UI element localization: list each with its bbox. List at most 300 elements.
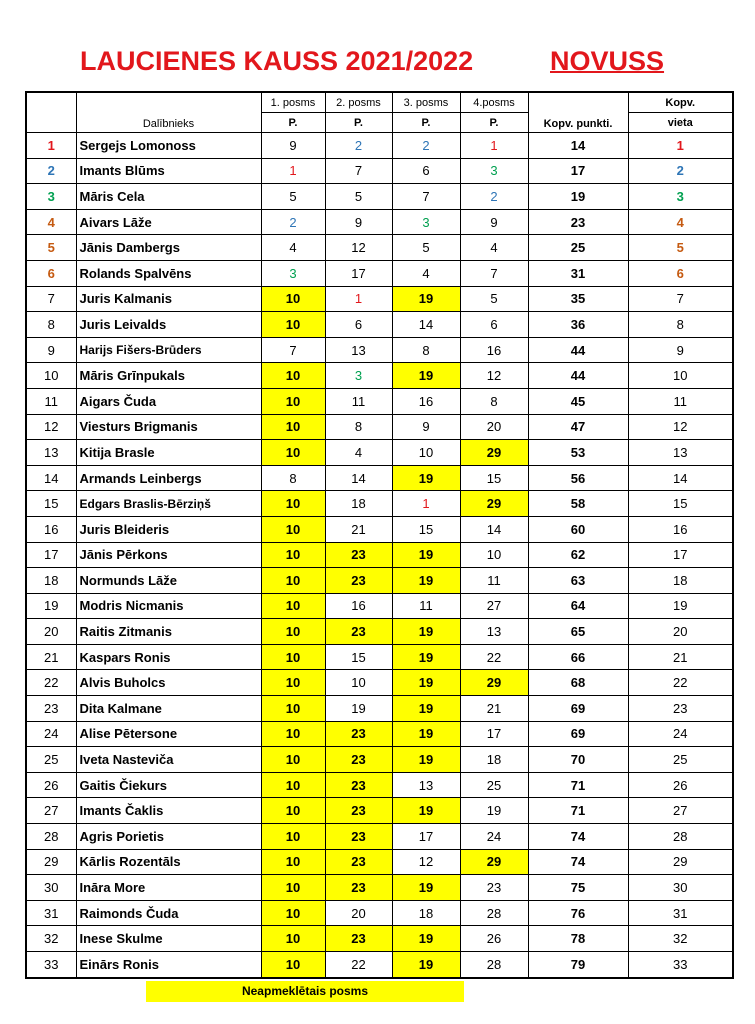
stage-2-points: 18 <box>325 491 392 517</box>
stage-1-points: 10 <box>261 670 325 696</box>
stage-2-points: 3 <box>325 363 392 389</box>
row-number: 26 <box>26 772 76 798</box>
participant-name: Aivars Lāže <box>76 209 261 235</box>
row-number: 10 <box>26 363 76 389</box>
stage-3-points: 19 <box>392 542 460 568</box>
stage-3-points: 8 <box>392 337 460 363</box>
total-points: 45 <box>528 388 628 414</box>
header-place-line1: Kopv. <box>628 92 733 113</box>
stage-1-points: 2 <box>261 209 325 235</box>
table-row <box>26 568 733 594</box>
participant-name: Dita Kalmane <box>76 696 261 722</box>
header-total: Kopv. punkti. <box>528 92 628 133</box>
table-row <box>26 440 733 466</box>
table-row <box>26 798 733 824</box>
row-number: 19 <box>26 593 76 619</box>
table-row <box>26 747 733 773</box>
row-number: 5 <box>26 235 76 261</box>
stage-2-points: 7 <box>325 158 392 184</box>
stage-1-points: 10 <box>261 516 325 542</box>
stage-4-points: 1 <box>460 133 528 159</box>
overall-place: 17 <box>628 542 733 568</box>
stage-2-points: 17 <box>325 260 392 286</box>
row-number: 6 <box>26 260 76 286</box>
total-points: 23 <box>528 209 628 235</box>
table-row <box>26 363 733 389</box>
stage-2-points: 23 <box>325 824 392 850</box>
stage-1-points: 10 <box>261 593 325 619</box>
row-number: 12 <box>26 414 76 440</box>
row-number: 31 <box>26 900 76 926</box>
stage-3-points: 19 <box>392 721 460 747</box>
stage-1-points: 10 <box>261 440 325 466</box>
stage-2-points: 23 <box>325 568 392 594</box>
overall-place: 20 <box>628 619 733 645</box>
table-row <box>26 619 733 645</box>
legend-missed-stage: Neapmeklētais posms <box>146 981 464 1002</box>
stage-3-points: 19 <box>392 747 460 773</box>
stage-2-points: 11 <box>325 388 392 414</box>
participant-name: Imants Čaklis <box>76 798 261 824</box>
stage-4-points: 27 <box>460 593 528 619</box>
table-row <box>26 414 733 440</box>
total-points: 65 <box>528 619 628 645</box>
overall-place: 27 <box>628 798 733 824</box>
table-row <box>26 952 733 978</box>
stage-2-points: 14 <box>325 465 392 491</box>
stage-4-points: 19 <box>460 798 528 824</box>
stage-4-points: 28 <box>460 952 528 978</box>
stage-1-points: 10 <box>261 542 325 568</box>
stage-4-points: 8 <box>460 388 528 414</box>
overall-place: 16 <box>628 516 733 542</box>
header-stage-3-sub: P. <box>392 113 460 133</box>
stage-1-points: 10 <box>261 721 325 747</box>
overall-place: 30 <box>628 875 733 901</box>
stage-2-points: 23 <box>325 619 392 645</box>
header-row-1 <box>26 92 733 113</box>
participant-name: Juris Leivalds <box>76 312 261 338</box>
overall-place: 9 <box>628 337 733 363</box>
table-row <box>26 926 733 952</box>
overall-place: 26 <box>628 772 733 798</box>
stage-3-points: 1 <box>392 491 460 517</box>
stage-4-points: 11 <box>460 568 528 594</box>
stage-2-points: 12 <box>325 235 392 261</box>
overall-place: 22 <box>628 670 733 696</box>
stage-1-points: 10 <box>261 747 325 773</box>
stage-4-points: 14 <box>460 516 528 542</box>
stage-3-points: 19 <box>392 363 460 389</box>
stage-3-points: 18 <box>392 900 460 926</box>
total-points: 44 <box>528 363 628 389</box>
stage-2-points: 16 <box>325 593 392 619</box>
stage-4-points: 9 <box>460 209 528 235</box>
stage-4-points: 25 <box>460 772 528 798</box>
stage-3-points: 19 <box>392 286 460 312</box>
row-number: 25 <box>26 747 76 773</box>
stage-4-points: 24 <box>460 824 528 850</box>
overall-place: 8 <box>628 312 733 338</box>
table-row <box>26 184 733 210</box>
participant-name: Aigars Čuda <box>76 388 261 414</box>
row-number: 18 <box>26 568 76 594</box>
row-number: 4 <box>26 209 76 235</box>
stage-1-points: 10 <box>261 568 325 594</box>
total-points: 78 <box>528 926 628 952</box>
stage-1-points: 4 <box>261 235 325 261</box>
table-row <box>26 312 733 338</box>
stage-2-points: 21 <box>325 516 392 542</box>
participant-name: Agris Porietis <box>76 824 261 850</box>
total-points: 64 <box>528 593 628 619</box>
table-row <box>26 337 733 363</box>
total-points: 62 <box>528 542 628 568</box>
stage-1-points: 1 <box>261 158 325 184</box>
participant-name: Gaitis Čiekurs <box>76 772 261 798</box>
table-row <box>26 824 733 850</box>
participant-name: Modris Nicmanis <box>76 593 261 619</box>
row-number: 9 <box>26 337 76 363</box>
stage-2-points: 20 <box>325 900 392 926</box>
row-number: 2 <box>26 158 76 184</box>
row-number: 8 <box>26 312 76 338</box>
participant-name: Harijs Fišers-Brūders <box>76 337 261 363</box>
row-number: 29 <box>26 849 76 875</box>
participant-name: Raimonds Čuda <box>76 900 261 926</box>
total-points: 71 <box>528 772 628 798</box>
stage-3-points: 11 <box>392 593 460 619</box>
stage-4-points: 29 <box>460 440 528 466</box>
participant-name: Imants Blūms <box>76 158 261 184</box>
stage-4-points: 4 <box>460 235 528 261</box>
stage-3-points: 15 <box>392 516 460 542</box>
stage-3-points: 19 <box>392 875 460 901</box>
header-number-cell <box>26 92 76 133</box>
participant-name: Juris Kalmanis <box>76 286 261 312</box>
stage-1-points: 10 <box>261 772 325 798</box>
total-points: 36 <box>528 312 628 338</box>
total-points: 56 <box>528 465 628 491</box>
table-row <box>26 388 733 414</box>
overall-place: 2 <box>628 158 733 184</box>
total-points: 69 <box>528 696 628 722</box>
header-stage-3: 3. posms <box>392 92 460 113</box>
stage-1-points: 9 <box>261 133 325 159</box>
stage-1-points: 10 <box>261 696 325 722</box>
stage-1-points: 10 <box>261 312 325 338</box>
stage-1-points: 10 <box>261 644 325 670</box>
stage-3-points: 2 <box>392 133 460 159</box>
stage-4-points: 7 <box>460 260 528 286</box>
table-row <box>26 849 733 875</box>
total-points: 71 <box>528 798 628 824</box>
participant-name: Inese Skulme <box>76 926 261 952</box>
stage-4-points: 20 <box>460 414 528 440</box>
stage-4-points: 29 <box>460 849 528 875</box>
stage-2-points: 23 <box>325 798 392 824</box>
participant-name: Normunds Lāže <box>76 568 261 594</box>
stage-2-points: 23 <box>325 926 392 952</box>
participant-name: Jānis Pērkons <box>76 542 261 568</box>
total-points: 75 <box>528 875 628 901</box>
stage-1-points: 3 <box>261 260 325 286</box>
table-row <box>26 158 733 184</box>
overall-place: 31 <box>628 900 733 926</box>
row-number: 24 <box>26 721 76 747</box>
total-points: 44 <box>528 337 628 363</box>
participant-name: Edgars Braslis-Bērziņš <box>76 491 261 517</box>
overall-place: 28 <box>628 824 733 850</box>
participant-name: Einārs Ronis <box>76 952 261 978</box>
header-stage-1-sub: P. <box>261 113 325 133</box>
page-subtitle: NOVUSS <box>550 46 665 76</box>
total-points: 76 <box>528 900 628 926</box>
overall-place: 19 <box>628 593 733 619</box>
total-points: 70 <box>528 747 628 773</box>
stage-4-points: 12 <box>460 363 528 389</box>
overall-place: 15 <box>628 491 733 517</box>
total-points: 74 <box>528 849 628 875</box>
row-number: 32 <box>26 926 76 952</box>
stage-4-points: 3 <box>460 158 528 184</box>
stage-3-points: 5 <box>392 235 460 261</box>
row-number: 15 <box>26 491 76 517</box>
stage-3-points: 19 <box>392 644 460 670</box>
stage-2-points: 2 <box>325 133 392 159</box>
overall-place: 6 <box>628 260 733 286</box>
row-number: 1 <box>26 133 76 159</box>
stage-1-points: 10 <box>261 388 325 414</box>
header-stage-1: 1. posms <box>261 92 325 113</box>
stage-3-points: 4 <box>392 260 460 286</box>
stage-3-points: 3 <box>392 209 460 235</box>
stage-2-points: 23 <box>325 849 392 875</box>
stage-1-points: 10 <box>261 952 325 978</box>
row-number: 21 <box>26 644 76 670</box>
overall-place: 5 <box>628 235 733 261</box>
header-stage-4-sub: P. <box>460 113 528 133</box>
stage-3-points: 19 <box>392 568 460 594</box>
stage-3-points: 19 <box>392 926 460 952</box>
participant-name: Māris Cela <box>76 184 261 210</box>
stage-2-points: 13 <box>325 337 392 363</box>
stage-3-points: 19 <box>392 798 460 824</box>
stage-1-points: 10 <box>261 900 325 926</box>
stage-4-points: 26 <box>460 926 528 952</box>
participant-name: Rolands Spalvēns <box>76 260 261 286</box>
stage-4-points: 22 <box>460 644 528 670</box>
stage-1-points: 7 <box>261 337 325 363</box>
stage-3-points: 19 <box>392 465 460 491</box>
stage-2-points: 22 <box>325 952 392 978</box>
participant-name: Juris Bleideris <box>76 516 261 542</box>
stage-3-points: 9 <box>392 414 460 440</box>
stage-2-points: 4 <box>325 440 392 466</box>
stage-4-points: 17 <box>460 721 528 747</box>
overall-place: 11 <box>628 388 733 414</box>
stage-2-points: 23 <box>325 721 392 747</box>
overall-place: 3 <box>628 184 733 210</box>
total-points: 60 <box>528 516 628 542</box>
overall-place: 25 <box>628 747 733 773</box>
table-row <box>26 286 733 312</box>
header-stage-2-sub: P. <box>325 113 392 133</box>
row-number: 20 <box>26 619 76 645</box>
overall-place: 18 <box>628 568 733 594</box>
total-points: 66 <box>528 644 628 670</box>
table-row <box>26 542 733 568</box>
participant-name: Kaspars Ronis <box>76 644 261 670</box>
overall-place: 21 <box>628 644 733 670</box>
row-number: 27 <box>26 798 76 824</box>
stage-3-points: 19 <box>392 619 460 645</box>
total-points: 58 <box>528 491 628 517</box>
stage-2-points: 5 <box>325 184 392 210</box>
stage-4-points: 13 <box>460 619 528 645</box>
stage-4-points: 16 <box>460 337 528 363</box>
stage-1-points: 10 <box>261 849 325 875</box>
stage-2-points: 23 <box>325 772 392 798</box>
stage-2-points: 23 <box>325 542 392 568</box>
stage-3-points: 16 <box>392 388 460 414</box>
stage-4-points: 29 <box>460 491 528 517</box>
row-number: 7 <box>26 286 76 312</box>
table-row <box>26 644 733 670</box>
stage-1-points: 10 <box>261 414 325 440</box>
row-number: 16 <box>26 516 76 542</box>
stage-1-points: 10 <box>261 926 325 952</box>
stage-1-points: 10 <box>261 491 325 517</box>
row-number: 22 <box>26 670 76 696</box>
header-place-line2: vieta <box>628 113 733 133</box>
table-row <box>26 670 733 696</box>
total-points: 14 <box>528 133 628 159</box>
total-points: 74 <box>528 824 628 850</box>
participant-name: Alvis Buholcs <box>76 670 261 696</box>
overall-place: 33 <box>628 952 733 978</box>
total-points: 53 <box>528 440 628 466</box>
row-number: 28 <box>26 824 76 850</box>
total-points: 63 <box>528 568 628 594</box>
row-number: 14 <box>26 465 76 491</box>
page-title: LAUCIENES KAUSS 2021/2022 <box>80 46 474 76</box>
row-number: 13 <box>26 440 76 466</box>
participant-name: Ināra More <box>76 875 261 901</box>
overall-place: 7 <box>628 286 733 312</box>
overall-place: 29 <box>628 849 733 875</box>
header-stage-4: 4.posms <box>460 92 528 113</box>
total-points: 69 <box>528 721 628 747</box>
table-row <box>26 491 733 517</box>
stage-3-points: 13 <box>392 772 460 798</box>
overall-place: 12 <box>628 414 733 440</box>
overall-place: 1 <box>628 133 733 159</box>
stage-3-points: 12 <box>392 849 460 875</box>
stage-3-points: 7 <box>392 184 460 210</box>
stage-2-points: 23 <box>325 875 392 901</box>
total-points: 31 <box>528 260 628 286</box>
participant-name: Raitis Zitmanis <box>76 619 261 645</box>
stage-2-points: 10 <box>325 670 392 696</box>
row-number: 11 <box>26 388 76 414</box>
table-row <box>26 721 733 747</box>
overall-place: 14 <box>628 465 733 491</box>
table-row <box>26 235 733 261</box>
stage-3-points: 14 <box>392 312 460 338</box>
table-row <box>26 772 733 798</box>
table-row <box>26 516 733 542</box>
participant-name: Māris Grīnpukals <box>76 363 261 389</box>
stage-4-points: 6 <box>460 312 528 338</box>
total-points: 25 <box>528 235 628 261</box>
header-stage-2: 2. posms <box>325 92 392 113</box>
total-points: 35 <box>528 286 628 312</box>
stage-4-points: 29 <box>460 670 528 696</box>
stage-3-points: 17 <box>392 824 460 850</box>
header-name: Dalībnieks <box>76 92 261 133</box>
stage-4-points: 18 <box>460 747 528 773</box>
stage-2-points: 1 <box>325 286 392 312</box>
total-points: 17 <box>528 158 628 184</box>
overall-place: 13 <box>628 440 733 466</box>
stage-3-points: 6 <box>392 158 460 184</box>
stage-2-points: 23 <box>325 747 392 773</box>
stage-3-points: 19 <box>392 670 460 696</box>
table-row <box>26 875 733 901</box>
stage-4-points: 23 <box>460 875 528 901</box>
overall-place: 32 <box>628 926 733 952</box>
stage-1-points: 10 <box>261 824 325 850</box>
stage-1-points: 5 <box>261 184 325 210</box>
overall-place: 23 <box>628 696 733 722</box>
table-row <box>26 465 733 491</box>
overall-place: 24 <box>628 721 733 747</box>
stage-1-points: 8 <box>261 465 325 491</box>
table-row <box>26 696 733 722</box>
stage-3-points: 19 <box>392 696 460 722</box>
stage-4-points: 5 <box>460 286 528 312</box>
participant-name: Iveta Nasteviča <box>76 747 261 773</box>
stage-2-points: 19 <box>325 696 392 722</box>
table-row <box>26 900 733 926</box>
total-points: 68 <box>528 670 628 696</box>
participant-name: Armands Leinbergs <box>76 465 261 491</box>
table-row <box>26 133 733 159</box>
stage-4-points: 28 <box>460 900 528 926</box>
row-number: 3 <box>26 184 76 210</box>
table-row <box>26 260 733 286</box>
participant-name: Kitija Brasle <box>76 440 261 466</box>
table-row <box>26 593 733 619</box>
stage-2-points: 8 <box>325 414 392 440</box>
stage-2-points: 15 <box>325 644 392 670</box>
total-points: 47 <box>528 414 628 440</box>
standings-table <box>25 91 734 979</box>
row-number: 23 <box>26 696 76 722</box>
stage-1-points: 10 <box>261 619 325 645</box>
row-number: 33 <box>26 952 76 978</box>
stage-1-points: 10 <box>261 875 325 901</box>
participant-name: Kārlis Rozentāls <box>76 849 261 875</box>
stage-3-points: 19 <box>392 952 460 978</box>
participant-name: Sergejs Lomonoss <box>76 133 261 159</box>
stage-1-points: 10 <box>261 363 325 389</box>
stage-2-points: 6 <box>325 312 392 338</box>
table-row <box>26 209 733 235</box>
total-points: 19 <box>528 184 628 210</box>
row-number: 30 <box>26 875 76 901</box>
